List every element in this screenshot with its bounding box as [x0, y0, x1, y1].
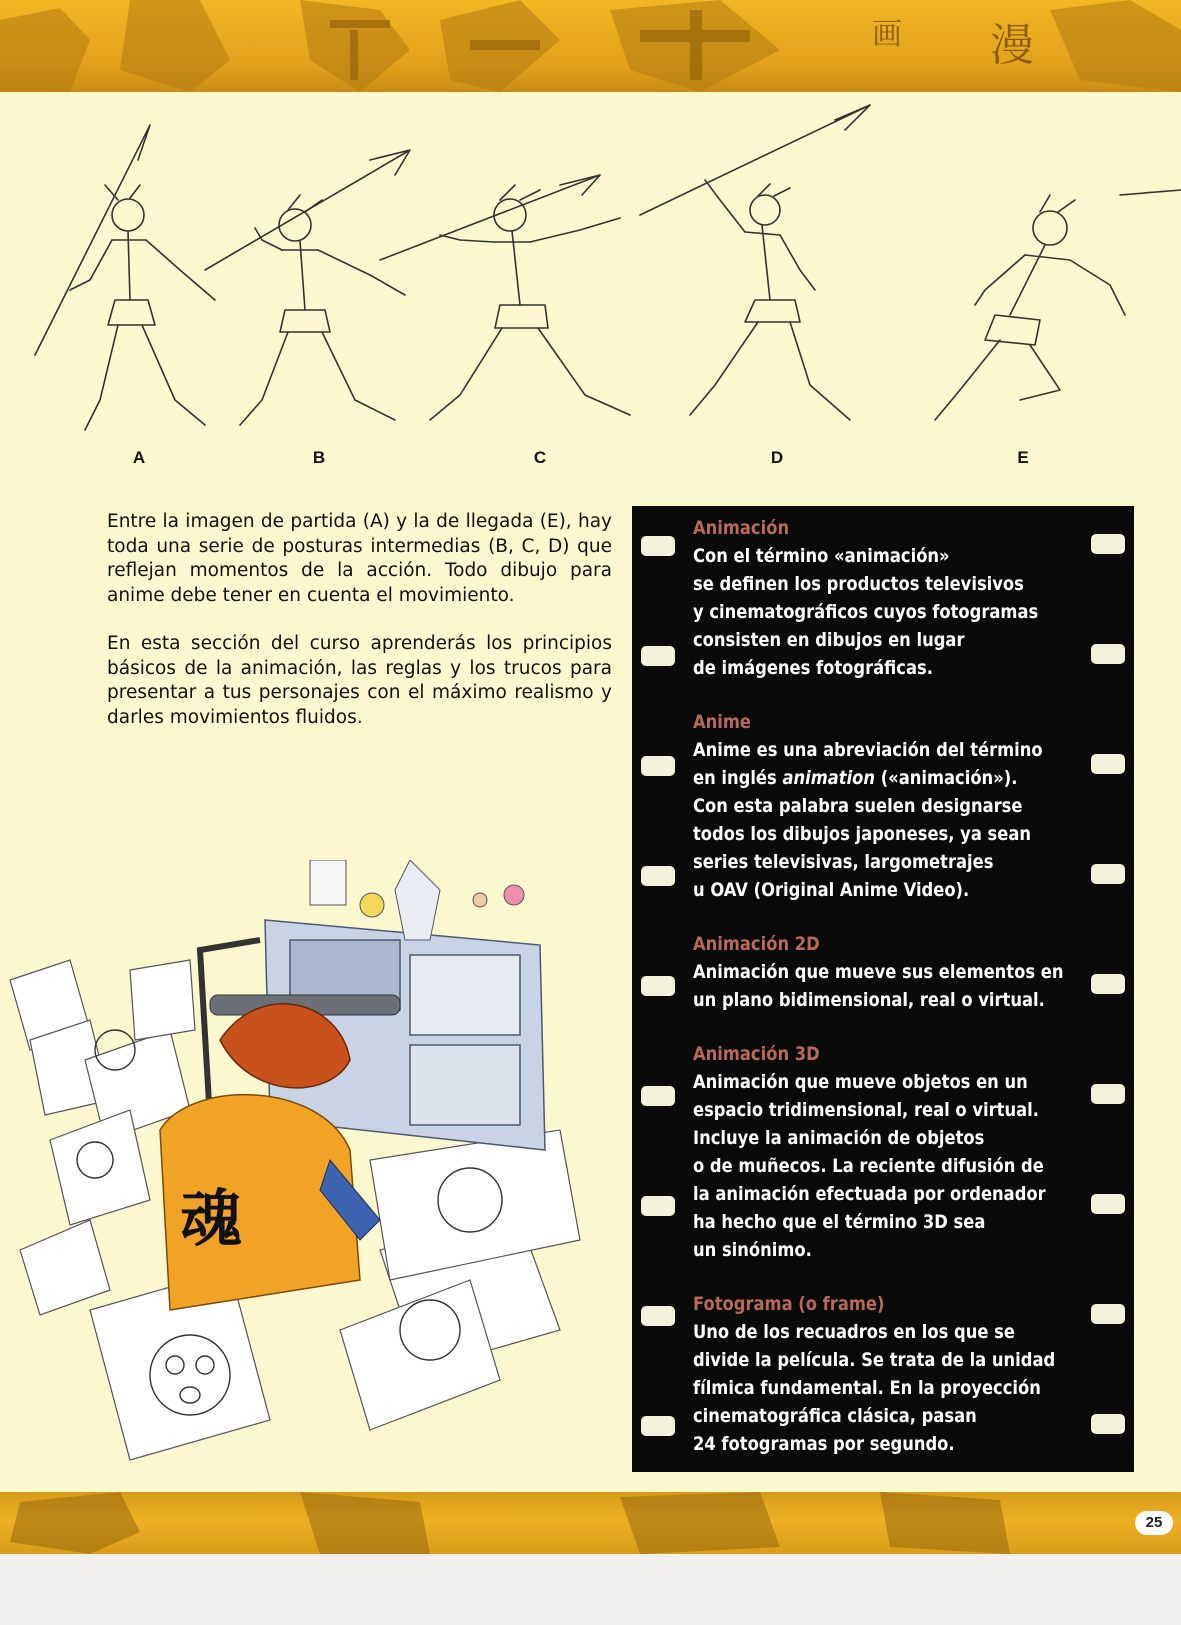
intro-paragraph-1: Entre la imagen de partida (A) y la de llegada (E), hay toda una serie de posturas intermedias (B, C, D) que reflejan momentos de la acción. Todo dibujo para anime debe tener en cuenta el movimiento.: [107, 511, 612, 606]
definition-line: o de muñecos. La reciente difusión de: [693, 1155, 1044, 1177]
pose-sequence-illustration: [0, 100, 1181, 480]
film-hole: [641, 646, 675, 666]
definition-line: Con esta palabra suelen designarse: [693, 795, 1023, 817]
definition-line: consisten en dibujos en lugar: [693, 629, 965, 651]
intro-text: [107, 510, 612, 754]
glossary-term: Fotograma (o frame): [693, 1293, 885, 1315]
glossary-term: Animación 2D: [693, 933, 820, 955]
film-hole: [1091, 754, 1125, 774]
film-hole: [1091, 534, 1125, 554]
film-hole: [1091, 864, 1125, 884]
glossary-entries: [693, 514, 1073, 1484]
definition-line: ha hecho que el término 3D sea: [693, 1211, 986, 1233]
film-hole: [1091, 644, 1125, 664]
definition-line: Con el término «animación»: [693, 545, 950, 567]
pose-label-d: D: [770, 448, 784, 467]
definition-line: de imágenes fotográficas.: [693, 657, 933, 679]
pose-label-a: A: [132, 448, 146, 467]
definition-line: la animación efectuada por ordenador: [693, 1183, 1046, 1205]
glossary-entry-animacion-2d: [693, 930, 1073, 1014]
pose-label-c: C: [533, 448, 547, 467]
film-hole: [641, 756, 675, 776]
scan-margin: [0, 1554, 1181, 1625]
film-hole: [1091, 974, 1125, 994]
definition-line: [693, 764, 1071, 792]
pose-label-b: B: [312, 448, 326, 467]
footer-band: [0, 1492, 1181, 1554]
pose-e-figure: [935, 190, 1181, 420]
pose-a-figure: [35, 125, 215, 430]
film-hole: [1091, 1084, 1125, 1104]
header-glyph-man: 漫: [990, 20, 1034, 71]
film-hole: [1091, 1414, 1125, 1434]
definition-line: espacio tridimensional, real o virtual.: [693, 1099, 1039, 1121]
definition-line: un sinónimo.: [693, 1239, 812, 1261]
definition-emphasis: animation: [782, 767, 876, 789]
glossary-filmstrip: [632, 506, 1134, 1472]
definition-line: divide la película. Se trata de la unidad: [693, 1349, 1056, 1371]
definition-line: Incluye la animación de objetos: [693, 1127, 985, 1149]
definition-line: Animación que mueve objetos en un: [693, 1071, 1028, 1093]
definition-line: series televisivas, largometrajes: [693, 851, 994, 873]
definition-line: u OAV (Original Anime Video).: [693, 879, 970, 901]
glossary-term: Animación 3D: [693, 1043, 820, 1065]
definition-line: Animación que mueve sus elementos en: [693, 961, 1064, 983]
film-hole: [641, 1196, 675, 1216]
artist-figure: [160, 1004, 380, 1310]
glossary-entry-fotograma: [693, 1290, 1073, 1458]
film-hole: [1091, 1194, 1125, 1214]
film-hole: [641, 1306, 675, 1326]
definition-line: y cinematográficos cuyos fotogramas: [693, 601, 1039, 623]
glossary-entry-animacion: [693, 514, 1073, 682]
film-hole: [641, 536, 675, 556]
glossary-definition: [693, 1068, 1071, 1264]
glossary-entry-animacion-3d: [693, 1040, 1073, 1264]
film-hole: [1091, 1304, 1125, 1324]
definition-line: se definen los productos televisivos: [693, 573, 1024, 595]
intro-paragraph-2: En esta sección del curso aprenderás los principios básicos de la animación, las reglas y los trucos para presentar a tus personajes con el máximo realismo y darles movimientos fluidos.: [107, 633, 612, 728]
film-hole: [641, 976, 675, 996]
page-number: 25: [1135, 1511, 1173, 1535]
film-hole: [641, 1086, 675, 1106]
glossary-entry-anime: [693, 708, 1073, 904]
glossary-definition: [693, 1318, 1071, 1458]
definition-line: todos los dibujos japoneses, ya sean: [693, 823, 1032, 845]
definition-line: cinematográfica clásica, pasan: [693, 1405, 977, 1427]
shirt-glyph: 魂: [180, 1182, 243, 1255]
film-hole: [641, 1416, 675, 1436]
pose-b-figure: [205, 150, 410, 425]
definition-line: un plano bidimensional, real o virtual.: [693, 989, 1045, 1011]
glossary-definition: [693, 736, 1071, 904]
film-hole: [641, 866, 675, 886]
pose-label-e: E: [1017, 448, 1029, 467]
definition-line: Anime es una abreviación del término: [693, 739, 1043, 761]
calligraphy-decoration: [0, 0, 1181, 92]
calligraphy-decoration: [0, 1492, 1181, 1554]
definition-line: Uno de los recuadros en los que se: [693, 1321, 1015, 1343]
definition-text: («animación»).: [875, 767, 1018, 789]
header-band: [0, 0, 1181, 92]
header-glyph-ga: 画: [872, 17, 902, 52]
pose-c-figure: [380, 175, 630, 420]
definition-text: en inglés: [693, 767, 783, 789]
glossary-term: Animación: [693, 517, 790, 539]
glossary-term: Anime: [693, 711, 751, 733]
definition-line: 24 fotogramas por segundo.: [693, 1433, 955, 1455]
artist-desk-illustration: [0, 860, 600, 1490]
glossary-definition: [693, 542, 1071, 682]
glossary-definition: [693, 958, 1071, 1014]
pose-d-figure: [640, 105, 870, 420]
definition-line: fílmica fundamental. En la proyección: [693, 1377, 1041, 1399]
